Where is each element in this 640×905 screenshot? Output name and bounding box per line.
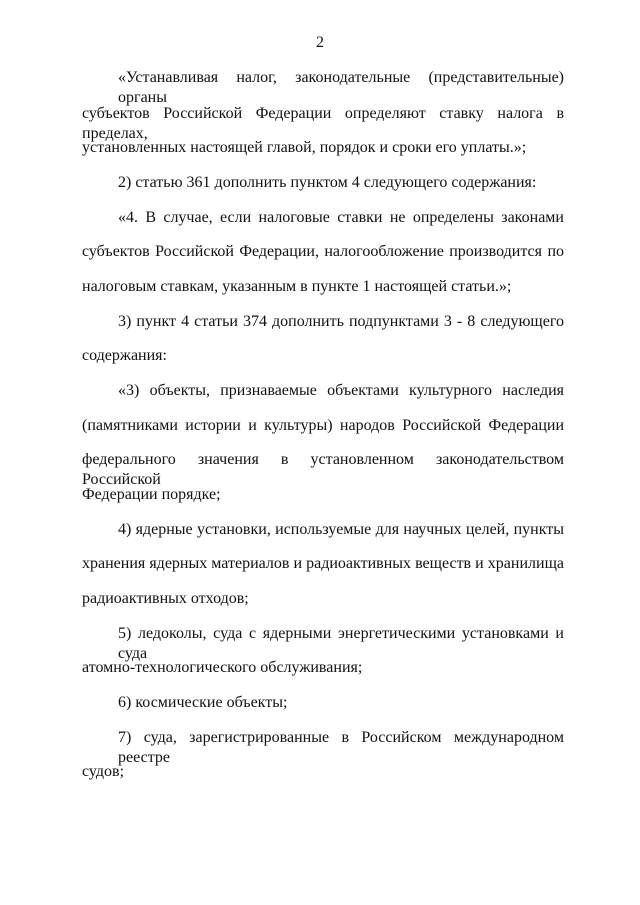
text-line: Федерации порядке; (82, 486, 221, 503)
text-line: 6) космические объекты; (118, 694, 288, 711)
text-line: федерального значения в установленном законодательством Российской (82, 451, 564, 488)
text-line: субъектов Российской Федерации, налогообложение производится по (82, 243, 564, 260)
text-line: установленных настоящей главой, порядок и сроки его уплаты.»; (82, 139, 527, 156)
text-line: субъектов Российской Федерации определяют ставку налога в пределах, (82, 105, 564, 142)
text-line: налоговым ставкам, указанным в пункте 1 настоящей статьи.»; (82, 278, 512, 295)
text-line: 4) ядерные установки, используемые для научных целей, пункты (118, 521, 564, 538)
text-line: радиоактивных отходов; (82, 590, 249, 607)
text-line: атомно-технологического обслуживания; (82, 659, 363, 676)
text-line: «Устанавливая налог, законодательные (представительные) органы (118, 69, 564, 106)
text-line: (памятниками истории и культуры) народов Российской Федерации (82, 417, 564, 434)
text-line: 5) ледоколы, суда с ядерными энергетическими установками и суда (118, 625, 564, 662)
text-line: «4. В случае, если налоговые ставки не определены законами (118, 209, 564, 226)
text-line: 3) пункт 4 статьи 374 дополнить подпунктами 3 - 8 следующего (118, 313, 564, 330)
text-line: хранения ядерных материалов и радиоактивных веществ и хранилища (82, 555, 564, 572)
text-line: содержания: (82, 347, 167, 364)
text-line: судов; (82, 763, 125, 780)
page-number: 2 (316, 34, 324, 51)
text-line: 7) суда, зарегистрированные в Российском международном реестре (118, 729, 564, 766)
text-line: 2) статью 361 дополнить пунктом 4 следующего содержания: (118, 174, 537, 191)
text-line: «3) объекты, признаваемые объектами культурного наследия (118, 382, 564, 399)
